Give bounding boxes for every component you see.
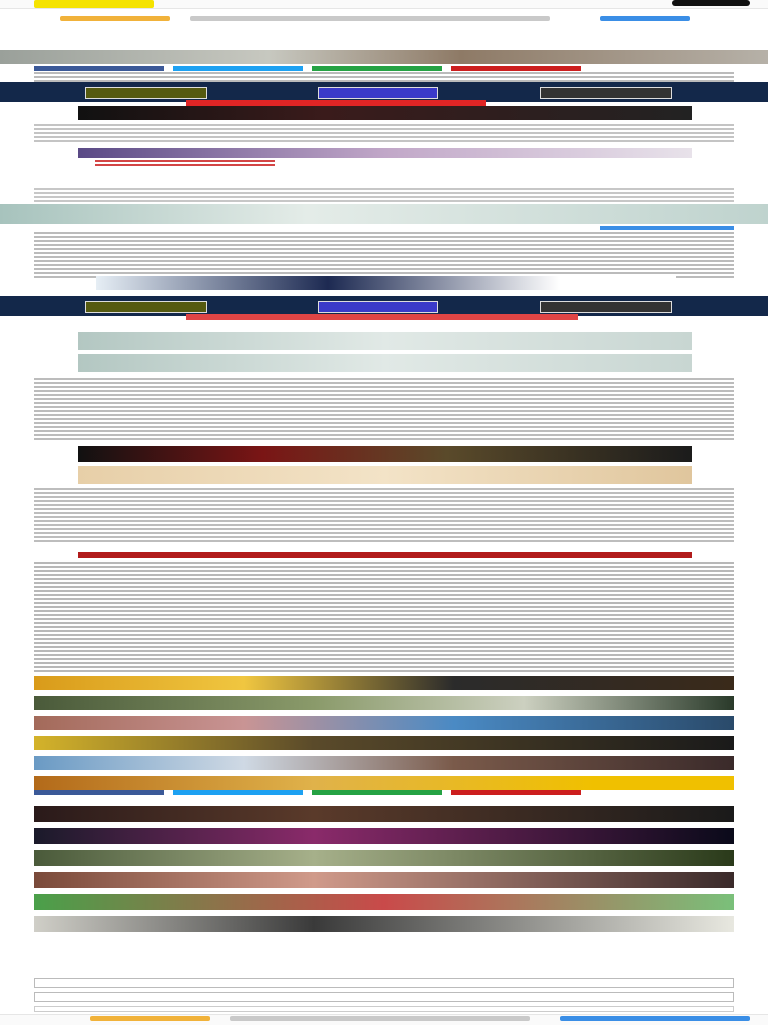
- body-paragraph: [34, 232, 734, 278]
- gallery-tile[interactable]: [34, 894, 734, 910]
- share-pinterest-button[interactable]: [451, 790, 581, 795]
- menu-button[interactable]: [672, 0, 750, 6]
- bottom-cta-button[interactable]: [560, 1016, 750, 1021]
- ad-tile[interactable]: [540, 87, 672, 99]
- feature-image: [78, 446, 692, 462]
- gallery-tile[interactable]: [34, 872, 734, 888]
- bottom-link[interactable]: [230, 1016, 530, 1021]
- gallery-tile[interactable]: [34, 716, 734, 730]
- gallery-image: [78, 354, 692, 372]
- gallery-tile[interactable]: [34, 696, 734, 710]
- body-paragraph: [34, 562, 734, 672]
- ad-banner[interactable]: [0, 82, 768, 102]
- breadcrumb[interactable]: [190, 16, 550, 21]
- comment-textarea[interactable]: [34, 1006, 734, 1012]
- gallery-tile[interactable]: [34, 676, 734, 690]
- inline-image: [78, 148, 692, 158]
- hero-image: [0, 50, 768, 64]
- gallery-tile[interactable]: [34, 776, 734, 790]
- bottom-ad-tile[interactable]: [90, 1016, 210, 1021]
- share-twitter-button[interactable]: [173, 790, 303, 795]
- gallery-tile[interactable]: [34, 850, 734, 866]
- name-field[interactable]: [34, 978, 734, 988]
- inline-image: [96, 276, 676, 290]
- site-logo[interactable]: [34, 0, 154, 8]
- gallery-tile[interactable]: [34, 806, 734, 822]
- ad-tile[interactable]: [85, 301, 207, 313]
- ad-banner[interactable]: [0, 296, 768, 316]
- feature-image: [78, 466, 692, 484]
- caption-link[interactable]: [600, 226, 734, 230]
- body-paragraph: [34, 488, 734, 544]
- share-twitter-button[interactable]: [173, 66, 303, 71]
- ad-tile[interactable]: [540, 301, 672, 313]
- gallery-tile[interactable]: [34, 756, 734, 770]
- related-link[interactable]: [95, 160, 275, 168]
- intro-paragraph: [34, 72, 734, 82]
- share-facebook-button[interactable]: [34, 790, 164, 795]
- gallery-tile[interactable]: [34, 828, 734, 844]
- ad-cta-button[interactable]: [186, 314, 578, 320]
- gallery-image: [78, 332, 692, 350]
- read-more-button[interactable]: [78, 552, 692, 558]
- share-whatsapp-button[interactable]: [312, 66, 442, 71]
- follow-button[interactable]: [600, 16, 690, 21]
- feature-image: [78, 106, 692, 120]
- gallery-tile[interactable]: [34, 736, 734, 750]
- ad-tile[interactable]: [85, 87, 207, 99]
- recommended-gallery: [34, 806, 734, 938]
- body-paragraph: [34, 124, 734, 144]
- body-paragraph: [34, 378, 734, 442]
- body-paragraph: [34, 188, 734, 202]
- gallery-image: [0, 204, 768, 224]
- ad-tile[interactable]: [318, 301, 438, 313]
- ad-tile[interactable]: [318, 87, 438, 99]
- related-gallery: [34, 676, 734, 796]
- share-facebook-button[interactable]: [34, 66, 164, 71]
- share-pinterest-button[interactable]: [451, 66, 581, 71]
- share-whatsapp-button[interactable]: [312, 790, 442, 795]
- tag-badge[interactable]: [60, 16, 170, 21]
- email-field[interactable]: [34, 992, 734, 1002]
- gallery-tile[interactable]: [34, 916, 734, 932]
